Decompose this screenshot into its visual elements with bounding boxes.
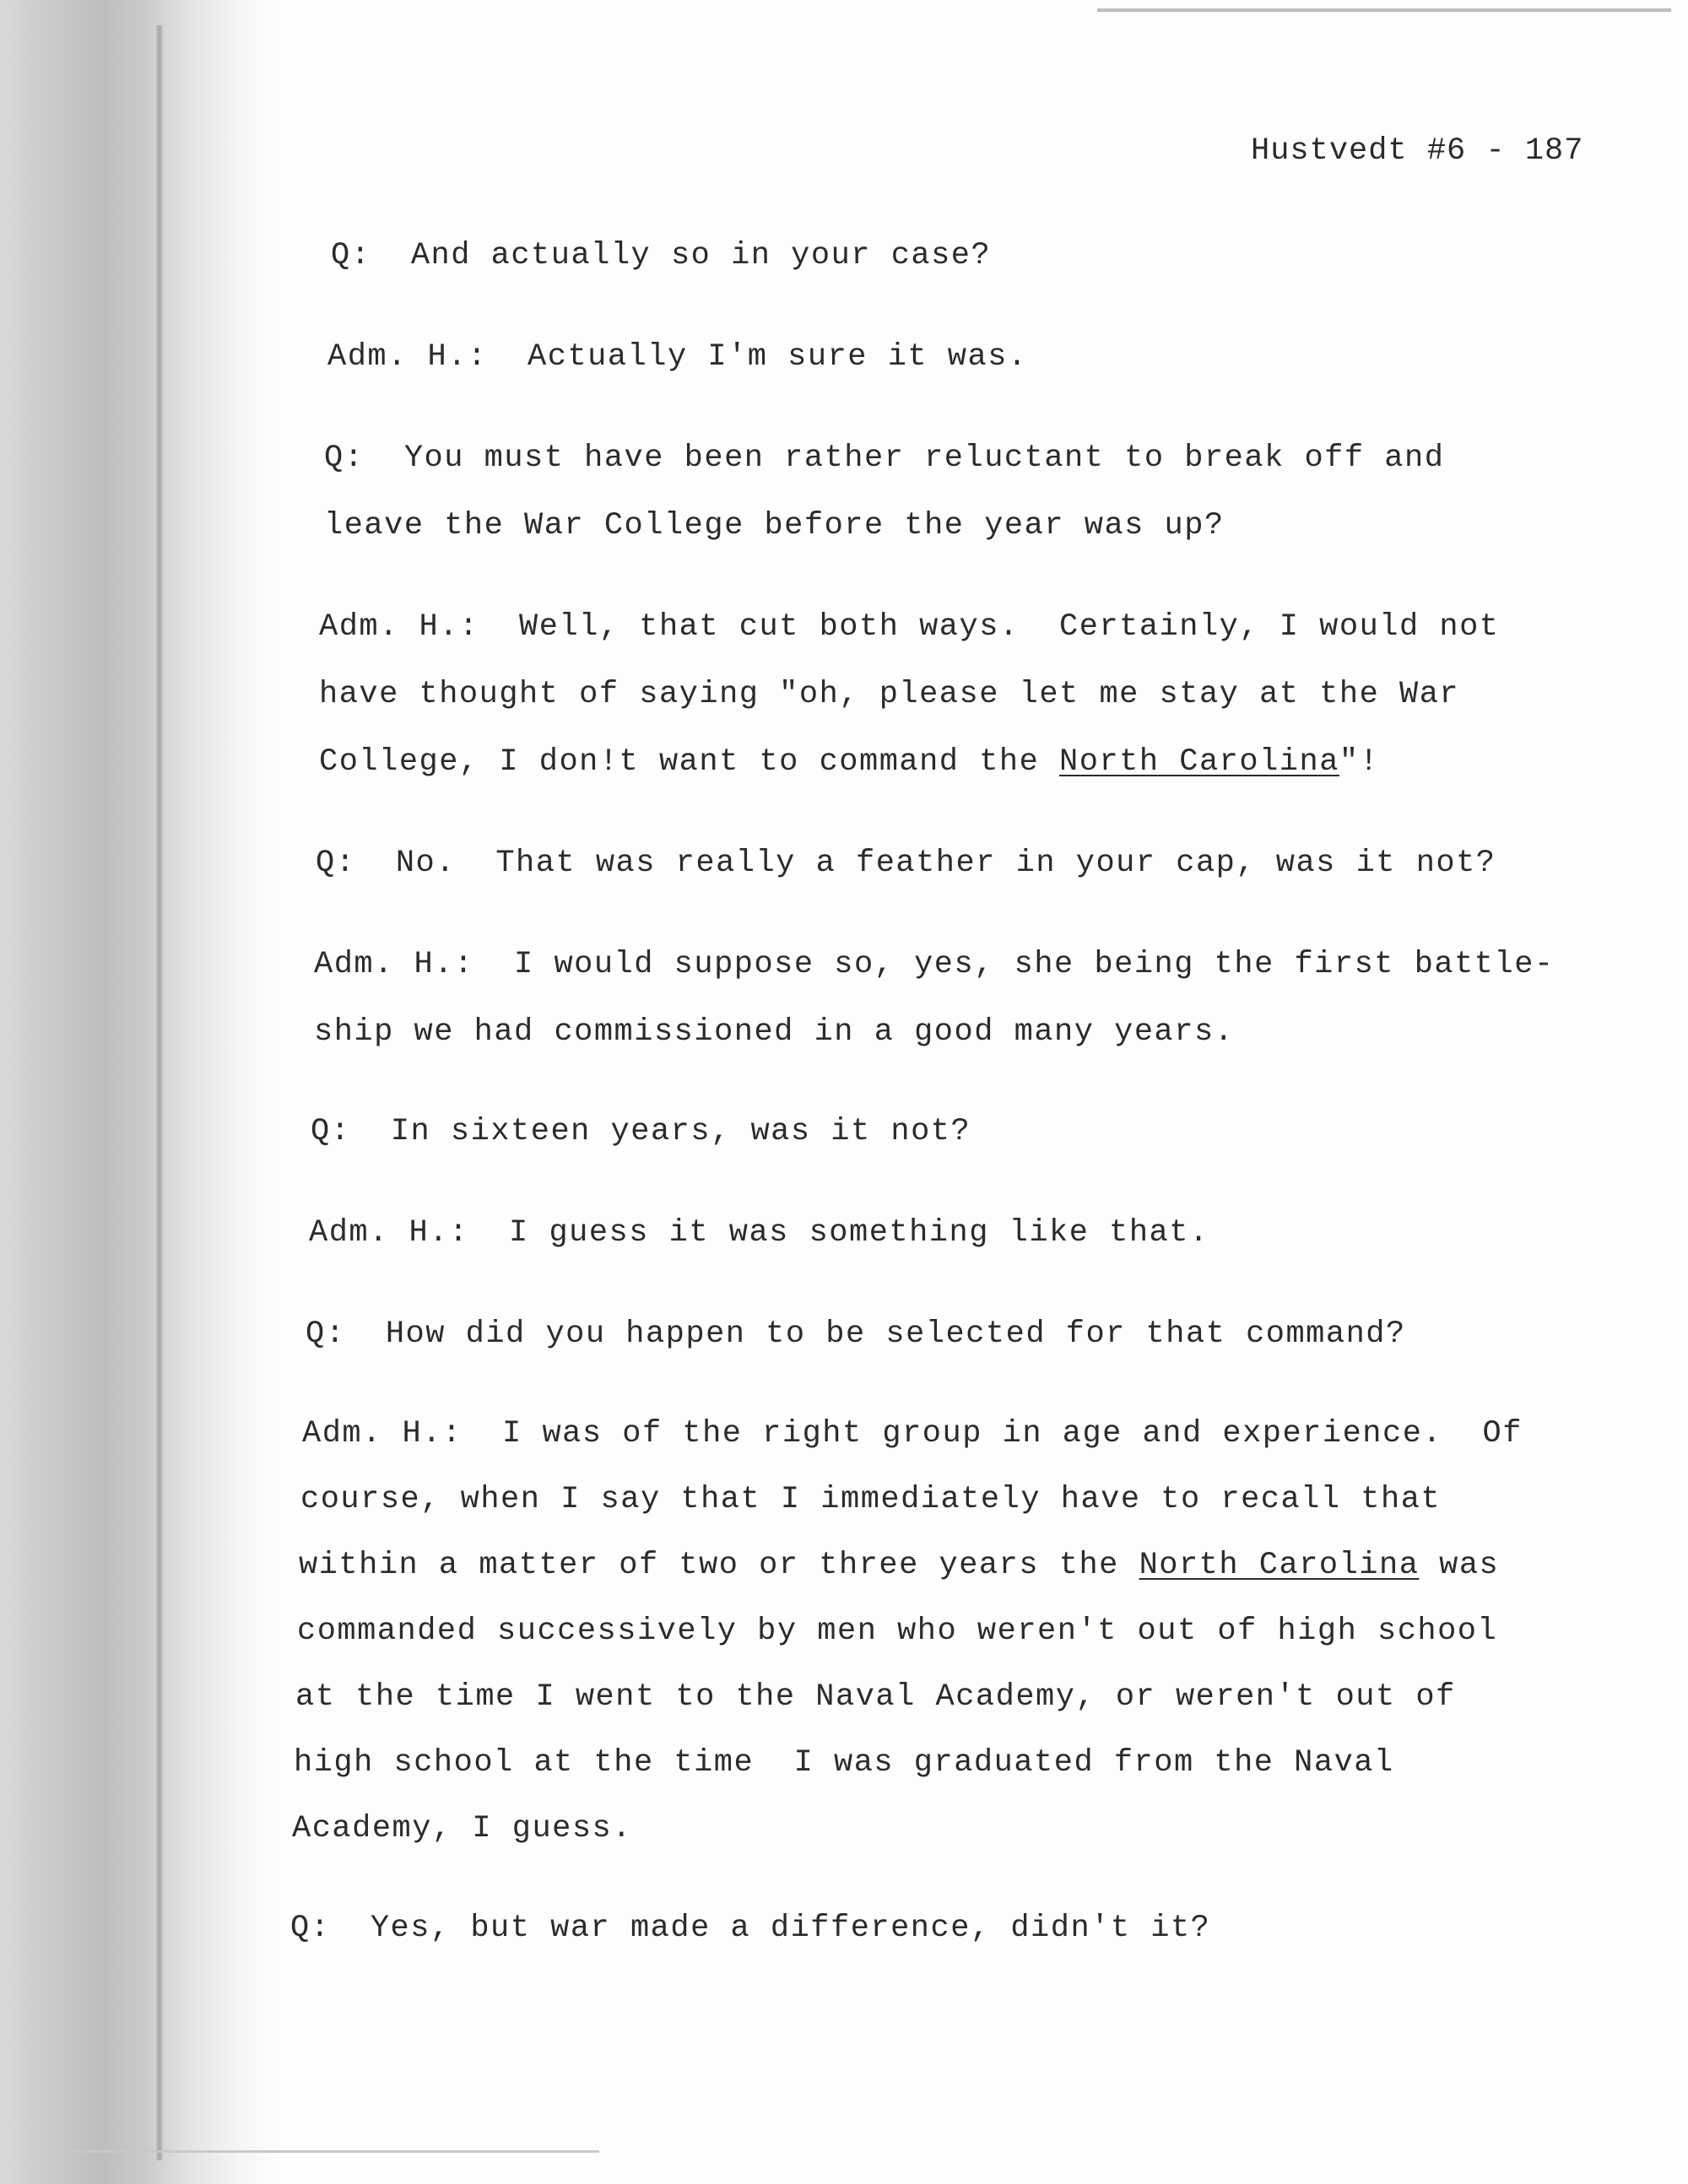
ship-name: North Carolina [1139, 1548, 1420, 1583]
answer-line [319, 744, 1379, 780]
question-line: Q: No. That was really a feather in your cap, was it not? [316, 846, 1496, 881]
question-line: Q: In sixteen years, was it not? [311, 1114, 971, 1149]
answer-text: College, I don!t want to command the [319, 744, 1060, 780]
binding-edge [156, 25, 163, 2160]
answer-text: "! [1339, 744, 1380, 780]
answer-line: high school at the time I was graduated from the Naval [294, 1745, 1394, 1781]
answer-text: within a matter of two or three years the [299, 1548, 1139, 1583]
answer-line: Adm. H.: I guess it was something like that. [309, 1215, 1209, 1251]
answer-line: Adm. H.: I was of the right group in age and experience. Of [302, 1416, 1523, 1451]
ship-name: North Carolina [1059, 744, 1339, 780]
question-line: Q: Yes, but war made a difference, didn't it? [290, 1911, 1211, 1946]
answer-line [299, 1548, 1499, 1583]
top-edge-rule [1097, 8, 1671, 12]
binding-shadow [0, 0, 279, 2184]
page-number-header: Hustvedt #6 - 187 [1251, 133, 1584, 169]
answer-line: ship we had commissioned in a good many years. [314, 1014, 1235, 1050]
answer-line: Academy, I guess. [292, 1811, 632, 1846]
question-line: leave the War College before the year was up? [324, 508, 1225, 543]
answer-text: was [1419, 1548, 1500, 1583]
answer-line: course, when I say that I immediately have to recall that [300, 1482, 1442, 1517]
answer-line: at the time I went to the Naval Academy, or weren't out of [295, 1679, 1456, 1715]
question-line: Q: And actually so in your case? [331, 238, 992, 273]
question-line: Q: You must have been rather reluctant to break off and [324, 441, 1445, 476]
answer-line: have thought of saying "oh, please let me stay at the War [319, 677, 1460, 712]
answer-line: Adm. H.: I would suppose so, yes, she being the first battle- [314, 947, 1555, 982]
bottom-edge-rule [51, 2150, 599, 2153]
question-line: Q: How did you happen to be selected for that command? [306, 1316, 1406, 1352]
answer-line: Adm. H.: Well, that cut both ways. Certainly, I would not [319, 609, 1500, 645]
answer-line: Adm. H.: Actually I'm sure it was. [327, 339, 1028, 375]
answer-line: commanded successively by men who weren't out of high school [297, 1614, 1498, 1649]
